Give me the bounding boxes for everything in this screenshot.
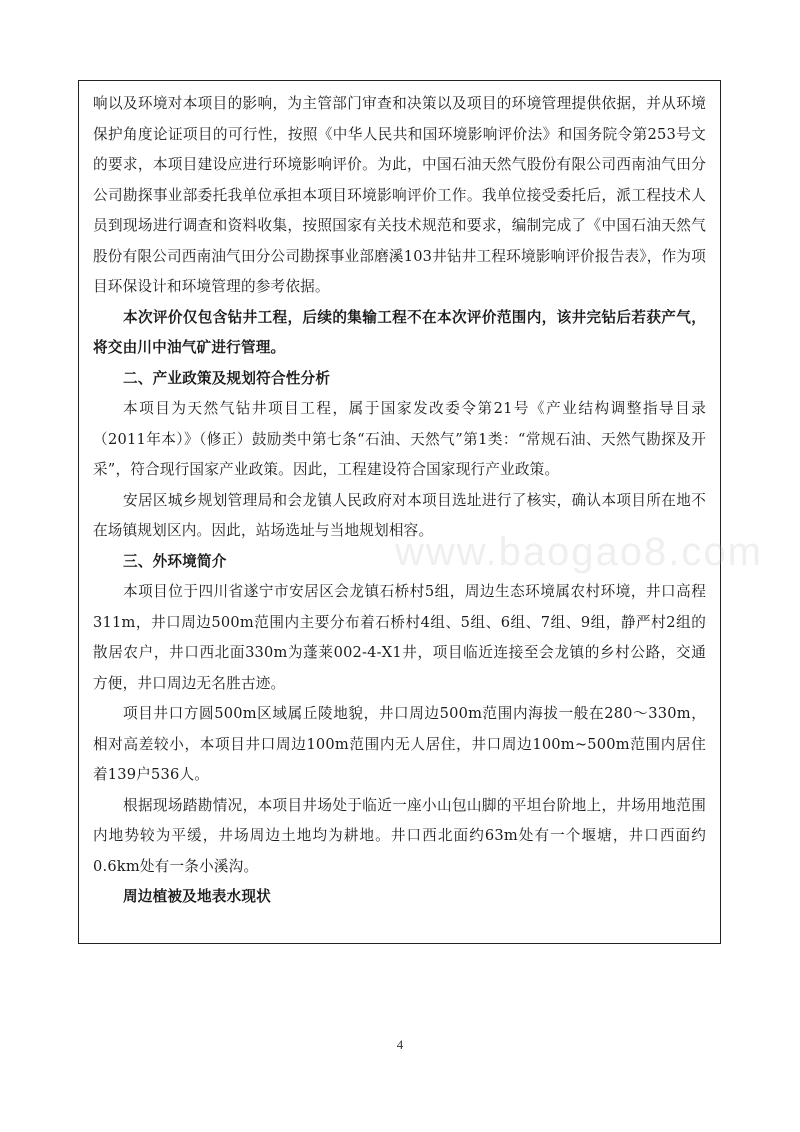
page-number: 4 [396, 1037, 404, 1052]
paragraph-project-location: 本项目位于四川省遂宁市安居区会龙镇石桥村5组，周边生态环境属农村环境，井口高程311m，井口周边500m范围内主要分布着石桥村4组、5组、6组、7组、9组，静严村2组的散居农户，井口西北面330m为蓬莱002-4-X1井，项目临近连接至会龙镇的乡村公路，交通方便，井口周边无名胜古迹。 [93, 583, 706, 692]
paragraph-terrain-residents: 项目井口方圆500m区域属丘陵地貌，井口周边500m范围内海拔一般在280～330m，相对高差较小，本项目井口周边100m范围内无人居住，井口周边100m~500m范围内居住着139户536人。 [93, 705, 706, 783]
section-heading-surroundings: 三、外环境简介 [123, 552, 227, 570]
section-heading-industrial-policy: 二、产业政策及规划符合性分析 [123, 369, 331, 387]
paragraph-site-survey: 根据现场踏勘情况，本项目井场处于临近一座小山包山脚的平坦台阶地上，井场用地范围内地势较为平缓，井场周边土地均为耕地。井口西北面约63m处有一个堰塘，井口西面约0.6km处有一条小溪沟。 [93, 796, 706, 875]
paragraph-planning-compatibility: 安居区城乡规划管理局和会龙镇人民政府对本项目选址进行了核实，确认本项目所在地不在场镇规划区内。因此，站场选址与当地规划相容。 [93, 491, 706, 539]
content-frame [78, 80, 721, 944]
paragraph-industrial-policy: 本项目为天然气钻井项目工程，属于国家发改委令第21号《产业结构调整指导目录（2011年本）》（修正）鼓励类中第七条“石油、天然气”第1类：“常规石油、天然气勘探及开采”，符合现行国家产业政策。因此，工程建设符合国家现行产业政策。 [93, 400, 706, 478]
paragraph-assessment-scope: 本次评价仅包含钻井工程，后续的集输工程不在本次评价范围内，该井完钻后若获产气，将交由川中油气矿进行管理。 [93, 308, 706, 356]
paragraph-assessment-basis: 响以及环境对本项目的影响，为主管部门审查和决策以及项目的环境管理提供依据，并从环境保护角度论证项目的可行性，按照《中华人民共和国环境影响评价法》和国务院令第253号文的要求，本项目建设应进行环境影响评价。为此，中国石油天然气股份有限公司西南油气田分公司勘探事业部委托我单位承担本项目环境影响评价工作。我单位接受委托后，派工程技术人员到现场进行调查和资料收集，按照国家有关技术规范和要求，编制完成了《中国石油天然气股份有限公司西南油气田分公司勘探事业部磨溪103井钻井工程环境影响评价报告表》，作为项目环保设计和环境管理的参考依据。 [93, 95, 706, 295]
subheading-vegetation-surface-water: 周边植被及地表水现状 [123, 888, 271, 905]
watermark: www.baogao8.com [395, 530, 763, 574]
